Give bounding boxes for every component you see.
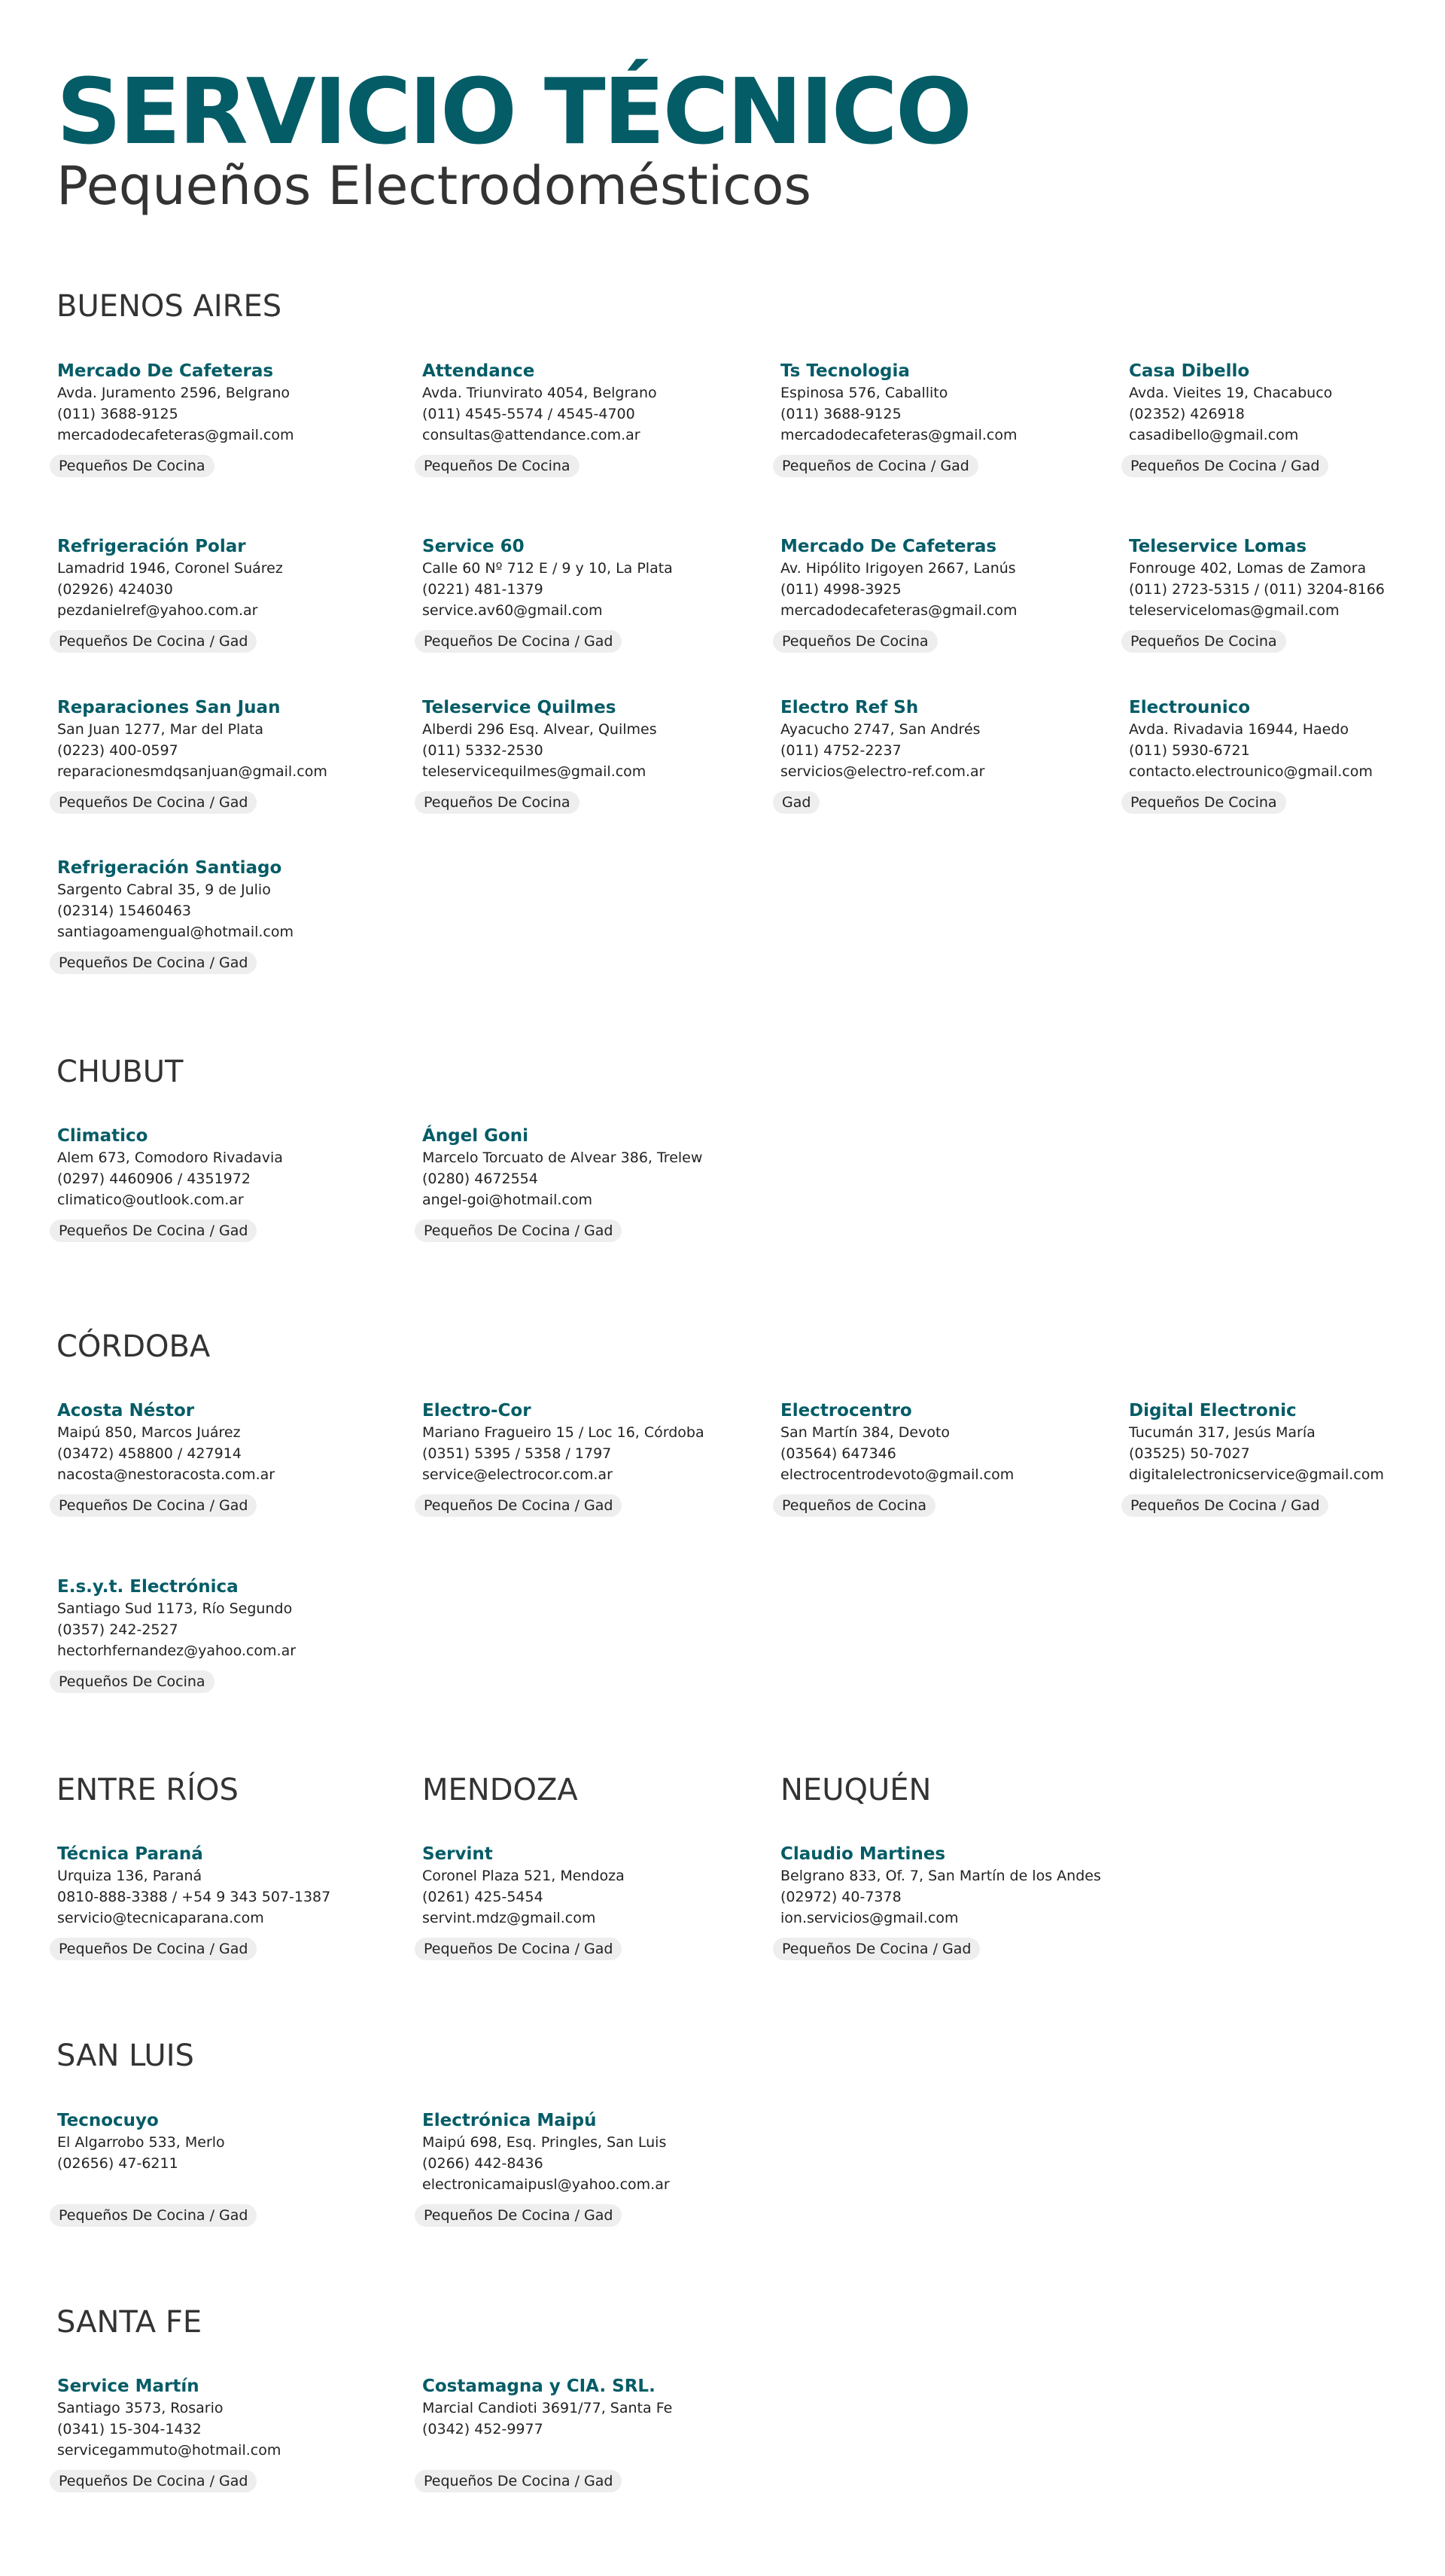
service-phone: (0223) 400-0597 xyxy=(57,742,178,759)
service-phone: (02656) 47-6211 xyxy=(57,2155,178,2172)
service-phone: (0280) 4672554 xyxy=(422,1171,538,1187)
service-card xyxy=(57,360,388,474)
service-card xyxy=(57,1399,388,1514)
service-name: Técnica Paraná xyxy=(57,1844,203,1864)
service-name: E.s.y.t. Electrónica xyxy=(57,1577,239,1597)
page-title: SERVICIO TÉCNICO xyxy=(56,60,970,165)
service-card xyxy=(57,857,388,971)
service-address: San Juan 1277, Mar del Plata xyxy=(57,721,264,738)
category-tag: Pequeños De Cocina / Gad xyxy=(415,1938,622,1960)
service-address: Maipú 850, Marcos Juárez xyxy=(57,1424,241,1441)
service-phone: (011) 4998-3925 xyxy=(780,581,902,598)
category-tag: Pequeños De Cocina / Gad xyxy=(50,1219,257,1242)
service-phone: 0810-888-3388 / +54 9 343 507-1387 xyxy=(57,1889,331,1905)
service-phone: (02972) 40-7378 xyxy=(780,1889,902,1905)
service-name: Tecnocuyo xyxy=(57,2111,159,2130)
service-name: Electrounico xyxy=(1129,698,1251,717)
service-email: servicios@electro-ref.com.ar xyxy=(780,763,985,780)
service-address: Alem 673, Comodoro Rivadavia xyxy=(57,1149,283,1166)
service-address: Tucumán 317, Jesús María xyxy=(1129,1424,1316,1441)
service-address: Santiago Sud 1173, Río Segundo xyxy=(57,1600,293,1617)
category-tag: Pequeños De Cocina / Gad xyxy=(50,1494,257,1517)
region-heading-chubut: CHUBUT xyxy=(56,1055,184,1089)
service-phone: (0341) 15-304-1432 xyxy=(57,2421,202,2437)
category-tag: Gad xyxy=(773,791,820,814)
region-heading-cordoba: CÓRDOBA xyxy=(56,1329,211,1364)
service-phone: (0351) 5395 / 5358 / 1797 xyxy=(422,1445,612,1462)
service-phone: (011) 5332-2530 xyxy=(422,742,543,759)
service-email: reparacionesmdqsanjuan@gmail.com xyxy=(57,763,327,780)
service-address: Alberdi 296 Esq. Alvear, Quilmes xyxy=(422,721,657,738)
service-email xyxy=(422,2440,753,2461)
service-phone: (03564) 647346 xyxy=(780,1445,896,1462)
service-card xyxy=(1129,535,1445,650)
category-tag: Pequeños De Cocina / Gad xyxy=(773,1938,980,1960)
service-address: Coronel Plaza 521, Mendoza xyxy=(422,1868,625,1884)
service-email: ion.servicios@gmail.com xyxy=(780,1910,959,1926)
category-tag: Pequeños De Cocina / Gad xyxy=(50,2204,257,2227)
service-card xyxy=(57,1576,388,1690)
region-heading-buenos-aires: BUENOS AIRES xyxy=(56,289,282,324)
service-card xyxy=(780,360,1112,474)
service-name: Mercado De Cafeteras xyxy=(57,361,274,381)
service-email xyxy=(57,2174,388,2195)
region-heading-santa-fe: SANTA FE xyxy=(56,2305,202,2340)
service-name: Acosta Néstor xyxy=(57,1401,195,1420)
service-phone: (011) 3688-9125 xyxy=(780,406,902,422)
service-address: Marcial Candioti 3691/77, Santa Fe xyxy=(422,2400,673,2416)
category-tag: Pequeños De Cocina / Gad xyxy=(415,630,622,653)
service-phone: (0357) 242-2527 xyxy=(57,1621,178,1638)
service-address: Avda. Juramento 2596, Belgrano xyxy=(57,385,290,401)
service-name: Costamagna y CIA. SRL. xyxy=(422,2377,656,2396)
service-name: Servint xyxy=(422,1844,493,1864)
service-card xyxy=(57,696,388,811)
service-email: nacosta@nestoracosta.com.ar xyxy=(57,1466,275,1483)
category-tag: Pequeños De Cocina / Gad xyxy=(50,952,257,974)
service-card xyxy=(422,2375,753,2489)
service-address: Mariano Fragueiro 15 / Loc 16, Córdoba xyxy=(422,1424,704,1441)
service-address: Urquiza 136, Paraná xyxy=(57,1868,202,1884)
service-email: angel-goi@hotmail.com xyxy=(422,1192,592,1208)
category-tag: Pequeños De Cocina xyxy=(773,630,938,653)
region-heading-mendoza: MENDOZA xyxy=(422,1773,578,1807)
service-email: servint.mdz@gmail.com xyxy=(422,1910,596,1926)
service-name: Electrónica Maipú xyxy=(422,2111,597,2130)
service-address: Av. Hipólito Irigoyen 2667, Lanús xyxy=(780,560,1016,577)
category-tag: Pequeños De Cocina xyxy=(415,455,580,477)
service-email: pezdanielref@yahoo.com.ar xyxy=(57,602,258,619)
service-card xyxy=(780,535,1112,650)
service-card xyxy=(57,1843,388,1957)
service-email: mercadodecafeteras@gmail.com xyxy=(57,427,294,443)
service-name: Refrigeración Santiago xyxy=(57,858,282,878)
service-phone: (03525) 50-7027 xyxy=(1129,1445,1250,1462)
service-name: Digital Electronic xyxy=(1129,1401,1297,1420)
service-card xyxy=(422,2109,753,2224)
service-phone: (011) 2723-5315 / (011) 3204-8166 xyxy=(1129,581,1385,598)
category-tag: Pequeños De Cocina / Gad xyxy=(415,1219,622,1242)
service-card xyxy=(422,1125,753,1239)
service-phone: (0297) 4460906 / 4351972 xyxy=(57,1171,251,1187)
service-name: Reparaciones San Juan xyxy=(57,698,281,717)
service-email: hectorhfernandez@yahoo.com.ar xyxy=(57,1643,297,1659)
service-phone: (011) 3688-9125 xyxy=(57,406,178,422)
category-tag: Pequeños De Cocina / Gad xyxy=(50,630,257,653)
service-card xyxy=(1129,360,1445,474)
service-email: service.av60@gmail.com xyxy=(422,602,603,619)
category-tag: Pequeños De Cocina / Gad xyxy=(415,2204,622,2227)
service-email: santiagoamengual@hotmail.com xyxy=(57,924,294,940)
service-card xyxy=(1129,1399,1445,1514)
service-address: El Algarrobo 533, Merlo xyxy=(57,2134,225,2151)
service-email: teleservicelomas@gmail.com xyxy=(1129,602,1340,619)
service-address: Santiago 3573, Rosario xyxy=(57,2400,224,2416)
service-card xyxy=(57,2109,388,2224)
service-card xyxy=(1129,696,1445,811)
service-name: Service 60 xyxy=(422,537,525,556)
service-email: servicegammuto@hotmail.com xyxy=(57,2442,281,2459)
service-phone: (0266) 442-8436 xyxy=(422,2155,543,2172)
service-email: mercadodecafeteras@gmail.com xyxy=(780,602,1018,619)
service-card xyxy=(422,1399,753,1514)
service-phone: (011) 4752-2237 xyxy=(780,742,902,759)
category-tag: Pequeños de Cocina xyxy=(773,1494,935,1517)
service-phone: (011) 5930-6721 xyxy=(1129,742,1250,759)
service-name: Teleservice Quilmes xyxy=(422,698,616,717)
service-card xyxy=(422,696,753,811)
service-name: Casa Dibello xyxy=(1129,361,1250,381)
service-name: Mercado De Cafeteras xyxy=(780,537,997,556)
service-name: Electro-Cor xyxy=(422,1401,531,1420)
region-heading-neuquen: NEUQUÉN xyxy=(780,1773,932,1807)
service-name: Climatico xyxy=(57,1126,148,1146)
service-name: Ángel Goni xyxy=(422,1126,529,1146)
category-tag: Pequeños De Cocina / Gad xyxy=(415,2470,622,2492)
service-email: contacto.electrounico@gmail.com xyxy=(1129,763,1373,780)
service-name: Service Martín xyxy=(57,2377,199,2396)
service-address: Maipú 698, Esq. Pringles, San Luis xyxy=(422,2134,667,2151)
service-card xyxy=(780,1843,1112,1957)
service-address: Avda. Vieites 19, Chacabuco xyxy=(1129,385,1333,401)
service-email: mercadodecafeteras@gmail.com xyxy=(780,427,1018,443)
category-tag: Pequeños De Cocina xyxy=(415,791,580,814)
service-email: climatico@outlook.com.ar xyxy=(57,1192,244,1208)
service-name: Electro Ref Sh xyxy=(780,698,919,717)
service-card xyxy=(57,1125,388,1239)
service-email: electronicamaipusl@yahoo.com.ar xyxy=(422,2176,670,2193)
service-name: Refrigeración Polar xyxy=(57,537,246,556)
category-tag: Pequeños De Cocina / Gad xyxy=(1121,1494,1328,1517)
service-phone: (0342) 452-9977 xyxy=(422,2421,543,2437)
service-phone: (02314) 15460463 xyxy=(57,903,192,919)
service-phone: (0221) 481-1379 xyxy=(422,581,543,598)
service-email: service@electrocor.com.ar xyxy=(422,1466,613,1483)
service-name: Ts Tecnologia xyxy=(780,361,910,381)
service-address: Marcelo Torcuato de Alvear 386, Trelew xyxy=(422,1149,703,1166)
service-name: Electrocentro xyxy=(780,1401,912,1420)
category-tag: Pequeños De Cocina / Gad xyxy=(50,791,257,814)
service-card xyxy=(780,696,1112,811)
region-heading-entre-rios: ENTRE RÍOS xyxy=(56,1773,239,1807)
service-address: Espinosa 576, Caballito xyxy=(780,385,948,401)
category-tag: Pequeños De Cocina / Gad xyxy=(50,2470,257,2492)
category-tag: Pequeños De Cocina / Gad xyxy=(1121,455,1328,477)
service-address: Belgrano 833, Of. 7, San Martín de los Andes xyxy=(780,1868,1101,1884)
category-tag: Pequeños De Cocina xyxy=(1121,791,1286,814)
service-address: Lamadrid 1946, Coronel Suárez xyxy=(57,560,283,577)
service-address: Ayacucho 2747, San Andrés xyxy=(780,721,981,738)
category-tag: Pequeños De Cocina xyxy=(1121,630,1286,653)
service-card xyxy=(57,2375,388,2489)
service-name: Claudio Martines xyxy=(780,1844,946,1864)
service-address: Avda. Rivadavia 16944, Haedo xyxy=(1129,721,1349,738)
service-address: Calle 60 Nº 712 E / 9 y 10, La Plata xyxy=(422,560,673,577)
service-phone: (02352) 426918 xyxy=(1129,406,1245,422)
service-card xyxy=(422,360,753,474)
service-card xyxy=(780,1399,1112,1514)
service-email: casadibello@gmail.com xyxy=(1129,427,1299,443)
service-phone: (03472) 458800 / 427914 xyxy=(57,1445,242,1462)
service-name: Attendance xyxy=(422,361,535,381)
service-card xyxy=(422,1843,753,1957)
service-address: Fonrouge 402, Lomas de Zamora xyxy=(1129,560,1367,577)
page-subtitle: Pequeños Electrodomésticos xyxy=(56,155,811,217)
service-address: San Martín 384, Devoto xyxy=(780,1424,951,1441)
service-address: Avda. Triunvirato 4054, Belgrano xyxy=(422,385,657,401)
service-phone: (011) 4545-5574 / 4545-4700 xyxy=(422,406,635,422)
service-email: consultas@attendance.com.ar xyxy=(422,427,640,443)
service-address: Sargento Cabral 35, 9 de Julio xyxy=(57,882,271,898)
service-email: electrocentrodevoto@gmail.com xyxy=(780,1466,1015,1483)
service-email: digitalelectronicservice@gmail.com xyxy=(1129,1466,1384,1483)
category-tag: Pequeños De Cocina / Gad xyxy=(415,1494,622,1517)
service-email: teleservicequilmes@gmail.com xyxy=(422,763,646,780)
category-tag: Pequeños De Cocina xyxy=(50,455,214,477)
service-phone: (0261) 425-5454 xyxy=(422,1889,543,1905)
service-card xyxy=(57,535,388,650)
category-tag: Pequeños De Cocina / Gad xyxy=(50,1938,257,1960)
category-tag: Pequeños de Cocina / Gad xyxy=(773,455,978,477)
service-name: Teleservice Lomas xyxy=(1129,537,1307,556)
region-heading-san-luis: SAN LUIS xyxy=(56,2039,194,2073)
service-phone: (02926) 424030 xyxy=(57,581,173,598)
service-card xyxy=(422,535,753,650)
category-tag: Pequeños De Cocina xyxy=(50,1670,214,1693)
service-email: servicio@tecnicaparana.com xyxy=(57,1910,264,1926)
